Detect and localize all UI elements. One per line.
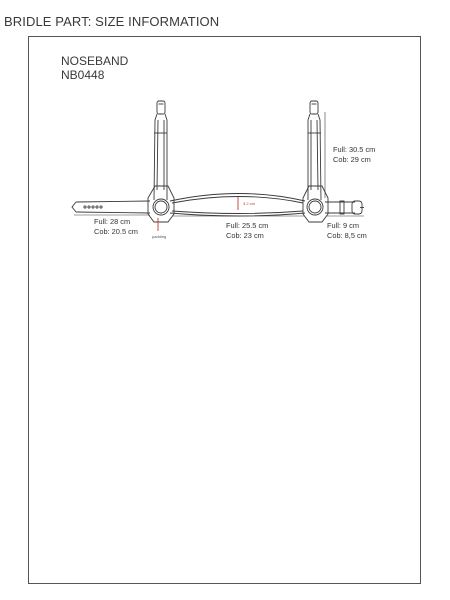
width-note: 3.2 cm (243, 201, 256, 206)
left-cheek-strap (154, 101, 167, 200)
noseband-label (226, 221, 268, 241)
right-cheek-strap (308, 101, 321, 200)
left-strap-cob: Cob: 20.5 cm (94, 227, 138, 236)
left-strap-label (94, 217, 138, 237)
left-strap (72, 201, 150, 213)
page-title: BRIDLE PART: SIZE INFORMATION (4, 14, 220, 29)
product-name: NOSEBAND (61, 54, 129, 68)
right-strap-full: Full: 9 cm (327, 221, 360, 230)
right-ring (303, 186, 328, 222)
cheek-strap-full: Full: 30.5 cm (333, 145, 376, 154)
cheek-strap-cob: Cob: 29 cm (333, 155, 371, 164)
right-strap-cob: Cob: 8,5 cm (327, 231, 367, 240)
left-strap-full: Full: 28 cm (94, 217, 131, 226)
noseband-cob: Cob: 23 cm (226, 231, 264, 240)
noseband-center (170, 194, 305, 217)
right-strap-label (327, 221, 367, 241)
padding-note: padding (152, 234, 167, 239)
cheek-strap-label (333, 145, 375, 165)
right-strap (325, 201, 364, 214)
left-ring (148, 186, 174, 222)
product-code: NB0448 (61, 68, 105, 82)
noseband-full: Full: 25.5 cm (226, 221, 269, 230)
